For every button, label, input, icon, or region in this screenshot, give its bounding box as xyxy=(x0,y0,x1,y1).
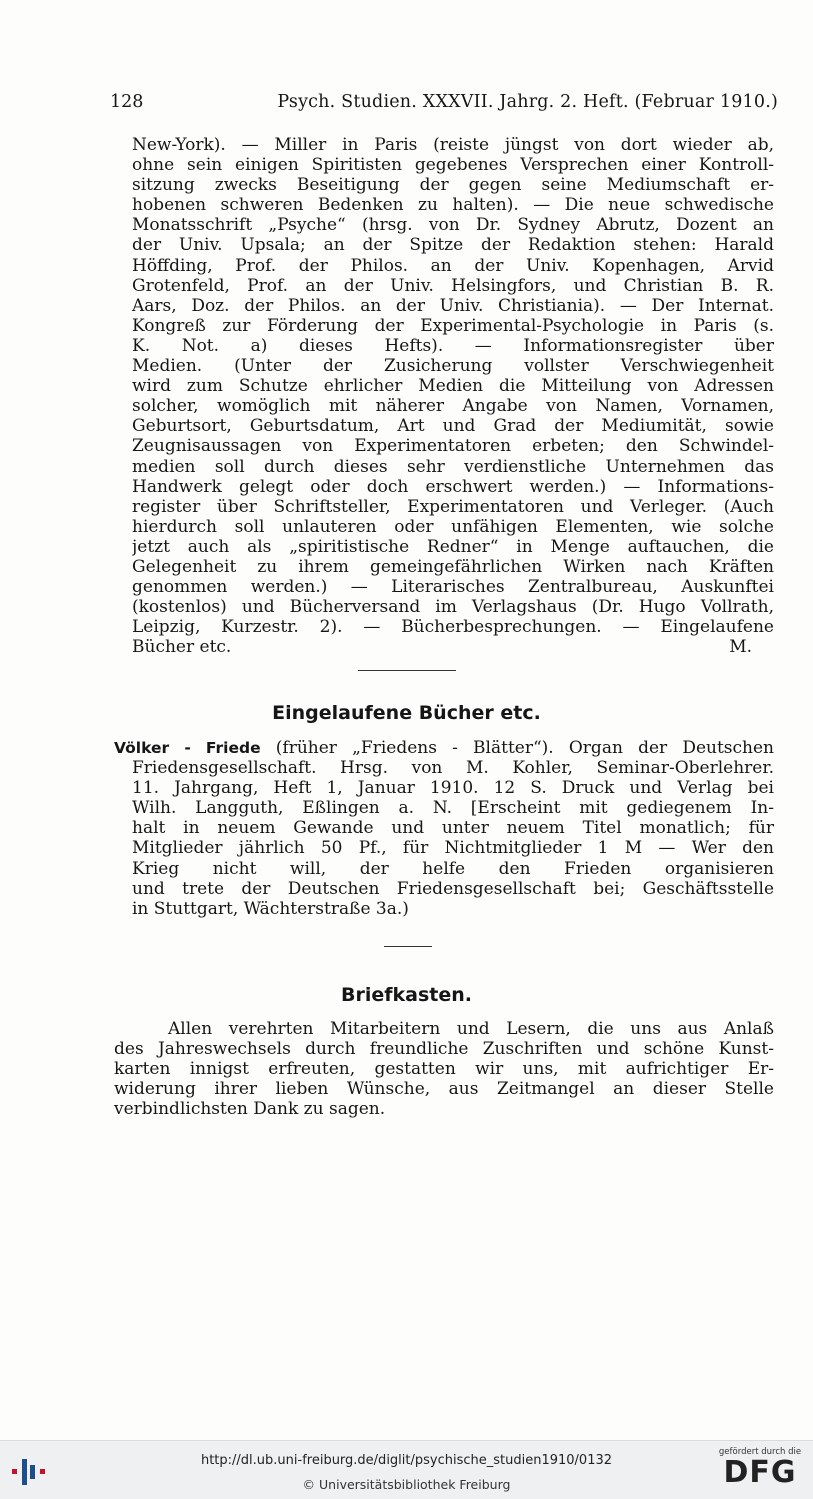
text-line: Höffding, Prof. der Philos. an der Univ. Kopenhagen, Arvid xyxy=(132,255,774,276)
text-line: Monatsschrift „Psyche“ (hrsg. von Dr. Sydney Abrutz, Dozent an xyxy=(132,215,774,236)
copyright-notice: © Universitätsbibliothek Freiburg xyxy=(302,1477,511,1492)
text-line xyxy=(132,637,774,657)
last-line-text: Bücher etc. xyxy=(132,637,232,658)
page-header xyxy=(110,92,778,116)
dfg-tagline: gefördert durch die xyxy=(718,1447,802,1457)
viewer-footer xyxy=(0,1440,813,1499)
text-line: des Jahreswechsels durch freundliche Zuschriften und schöne Kunst- xyxy=(114,1039,774,1060)
text-line: hobenen schweren Bedenken zu halten). — Die neue schwedische xyxy=(132,195,774,216)
text-line: jetzt auch als „spiritistische Redner“ in Menge auftauchen, die xyxy=(132,536,774,557)
author-signature: M. xyxy=(729,637,752,658)
dfg-wordmark: DFG xyxy=(723,1455,797,1490)
text-line: in Stuttgart, Wächterstraße 3a.) xyxy=(132,898,409,919)
entry-text: (früher „Friedens - Blätter“). Organ der Deutschen xyxy=(275,738,774,758)
text-line: 11. Jahrgang, Heft 1, Januar 1910. 12 S. Druck und Verlag bei xyxy=(132,778,774,799)
text-line: Kongreß zur Förderung der Experimental-Psychologie in Paris (s. xyxy=(132,315,774,336)
text-line: sitzung zwecks Beseitigung der gegen seine Mediumschaft er- xyxy=(132,175,774,196)
text-line: Allen verehrten Mitarbeitern und Lesern, die uns aus Anlaß xyxy=(168,1019,774,1039)
letterbox-paragraph xyxy=(114,1019,774,1119)
entry-title: Völker - Friede xyxy=(114,739,261,757)
paragraph-notes xyxy=(132,135,774,657)
text-line: verbindlichsten Dank zu sagen. xyxy=(114,1099,386,1120)
text-line: Handwerk gelegt oder doch erschwert werden.) — Informations- xyxy=(132,476,774,497)
book-entry xyxy=(114,738,774,758)
text-line: Mitglieder jährlich 50 Pf., für Nichtmitglieder 1 M — Wer den xyxy=(132,838,774,859)
text-line: karten innigst erfreuten, gestatten wir uns, mit aufrichtiger Er- xyxy=(114,1059,774,1080)
running-head: Psych. Studien. XXXVII. Jahrg. 2. Heft. (Februar 1910.) xyxy=(277,92,778,112)
text-line xyxy=(114,738,774,758)
text-line: medien soll durch dieses sehr verdienstliche Unternehmen das xyxy=(132,456,774,477)
text-line: Gelegenheit zu ihrem gemeingefährlichen Wirken nach Kräften xyxy=(132,556,774,577)
text-line: Friedensgesellschaft. Hrsg. von M. Kohler, Seminar-Oberlehrer. xyxy=(132,758,774,779)
text-line: (kostenlos) und Bücherversand im Verlagshaus (Dr. Hugo Vollrath, xyxy=(132,597,774,618)
text-line: Aars, Doz. der Philos. an der Univ. Christiania). — Der Internat. xyxy=(132,295,774,316)
section-heading: Briefkasten. xyxy=(341,984,472,1006)
text-line: genommen werden.) — Literarisches Zentralbureau, Auskunftei xyxy=(132,577,774,598)
text-line: Krieg nicht will, der helfe den Frieden organisieren xyxy=(132,858,774,879)
source-url-link[interactable]: http://dl.ub.uni-freiburg.de/diglit/psychische_studien1910/0132 xyxy=(200,1453,613,1468)
text-line: Zeugnisaussagen von Experimentatoren erbeten; den Schwindel- xyxy=(132,436,774,457)
text-line: der Univ. Upsala; an der Spitze der Redaktion stehen: Harald xyxy=(132,235,774,256)
book-entry-body xyxy=(132,758,774,919)
text-line: Wilh. Langguth, Eßlingen a. N. [Erscheint mit gediegenem In- xyxy=(132,798,774,819)
text-line: Leipzig, Kurzestr. 2). — Bücherbesprechungen. — Eingelaufene xyxy=(132,617,774,638)
dfg-logo xyxy=(717,1447,803,1493)
text-line: New-York). — Miller in Paris (reiste jüngst von dort wieder ab, xyxy=(132,135,774,155)
text-line: und trete der Deutschen Friedensgesellschaft bei; Geschäftsstelle xyxy=(132,878,774,899)
text-line: Medien. (Unter der Zusicherung vollster Verschwiegenheit xyxy=(132,356,774,377)
text-line: halt in neuem Gewande und unter neuem Titel monatlich; für xyxy=(132,818,774,839)
text-line: Geburtsort, Geburtsdatum, Art und Grad der Mediumität, sowie xyxy=(132,416,774,437)
text-line: widerung ihrer lieben Wünsche, aus Zeitmangel an dieser Stelle xyxy=(114,1079,774,1100)
page-number: 128 xyxy=(110,92,144,112)
section-heading: Eingelaufene Bücher etc. xyxy=(272,702,541,724)
text-line: solcher, womöglich mit näherer Angabe von Namen, Vornamen, xyxy=(132,396,774,417)
section-divider xyxy=(358,670,456,671)
text-line: Grotenfeld, Prof. an der Univ. Helsingfors, und Christian B. R. xyxy=(132,275,774,296)
text-line: register über Schriftsteller, Experimentatoren und Verleger. (Auch xyxy=(132,496,774,517)
text-line: ohne sein einigen Spiritisten gegebenes Versprechen einer Kontroll- xyxy=(132,155,774,176)
text-line: hierdurch soll unlauteren oder unfähigen Elementen, wie solche xyxy=(132,516,774,537)
text-line: K. Not. a) dieses Hefts). — Informationsregister über xyxy=(132,335,774,356)
text-line: wird zum Schutze ehrlicher Medien die Mitteilung von Adressen xyxy=(132,376,774,397)
section-divider xyxy=(384,946,432,947)
